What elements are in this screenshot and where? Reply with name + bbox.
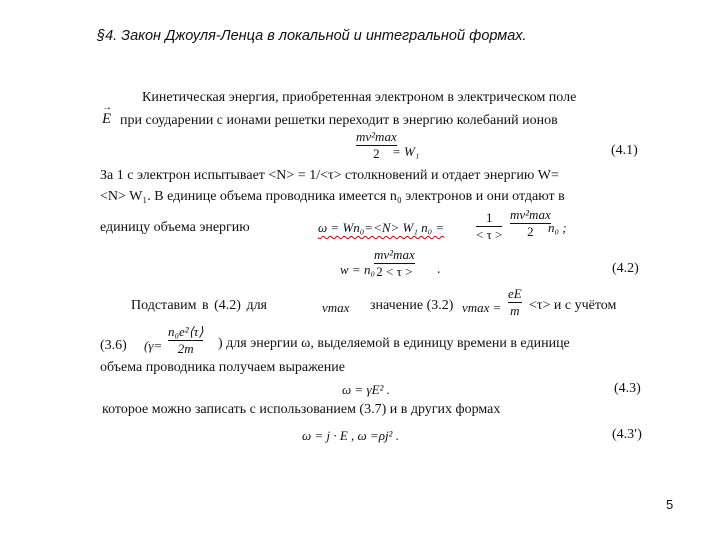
eq41-number: (4.1): [611, 143, 638, 158]
eq41-denominator: 2: [373, 146, 380, 161]
eq41-fraction: [356, 130, 397, 161]
eq42-period: .: [437, 262, 441, 277]
vmax-symbol: vmax: [322, 300, 350, 315]
ref-3-6: (3.6): [100, 338, 127, 353]
fraction-conductivity: [168, 325, 203, 356]
eq42-numerator: mv²max: [374, 247, 415, 262]
eq41-rhs: = W₁: [392, 144, 420, 159]
vector-arrow-icon: →: [102, 102, 112, 113]
fraction-denominator: m: [510, 303, 520, 318]
fraction-numerator: eE: [508, 286, 522, 301]
fraction-denominator: 2: [527, 224, 534, 239]
omega-symbol: ω = Wn₀=<N> W₁ n₀ =: [318, 220, 445, 235]
n0-factor: n₀ ;: [548, 220, 567, 235]
paragraph-line-1: Кинетическая энергия, приобретенная электроном в электрическом поле: [142, 90, 577, 105]
eq42-fraction: [374, 248, 415, 279]
energy-expression: [318, 220, 444, 236]
paragraph-line-2: при соударении с ионами решетки переходит в энергию колебаний ионов: [120, 113, 558, 128]
fraction-eE-over-m: [508, 287, 522, 318]
paragraph-line-9: которое можно записать с использованием (3.7) и в других формах: [102, 402, 501, 417]
fraction-one-over-tau: [476, 211, 502, 242]
gamma-definition: (γ=: [144, 338, 163, 353]
paragraph-line-4: <N> W₁. В единице объема проводника имеется n₀ электронов и они отдают в: [100, 189, 565, 204]
vmax-equals: vmax =: [462, 300, 502, 315]
paragraph-line-8: объема проводника получаем выражение: [100, 360, 345, 375]
paragraph-line-6c: <τ> и с учётом: [529, 298, 617, 313]
eq43prime-formula: ω = j · E , ω =ρj² .: [302, 428, 399, 443]
paragraph-line-6a: Подставим в (4.2) для: [131, 298, 267, 313]
fraction-mv2-over-2: [510, 208, 551, 239]
page-title: §4. Закон Джоуля-Ленца в локальной и интегральной формах.: [97, 28, 527, 44]
eq42-denominator: 2 < τ >: [376, 264, 413, 279]
fraction-denominator: < τ >: [476, 227, 503, 242]
paragraph-line-7: ) для энергии ω, выделяемой в единицу времени в единице: [218, 336, 570, 351]
paragraph-line-3: За 1 с электрон испытывает <N> = 1/<τ> столкновений и отдает энергию W=: [100, 168, 559, 183]
eq41-numerator: mv²max: [356, 129, 397, 144]
eq43-number: (4.3): [614, 381, 641, 396]
eq43-formula: ω = γE² .: [342, 382, 390, 397]
eq42-lhs: w = n₀: [340, 262, 375, 277]
fraction-denominator: 2m: [177, 341, 194, 356]
eq43prime-number: (4.3′): [612, 427, 642, 442]
fraction-numerator: n₀e²⟨τ⟩: [168, 324, 204, 339]
page-number: 5: [666, 497, 674, 512]
eq42-number: (4.2): [612, 261, 639, 276]
paragraph-line-6b: значение (3.2): [370, 298, 454, 313]
fraction-numerator: 1: [485, 210, 493, 225]
paragraph-line-5: единицу объема энергию: [100, 220, 250, 235]
fraction-numerator: mv²max: [510, 207, 551, 222]
vector-e-symbol: E: [102, 111, 112, 127]
